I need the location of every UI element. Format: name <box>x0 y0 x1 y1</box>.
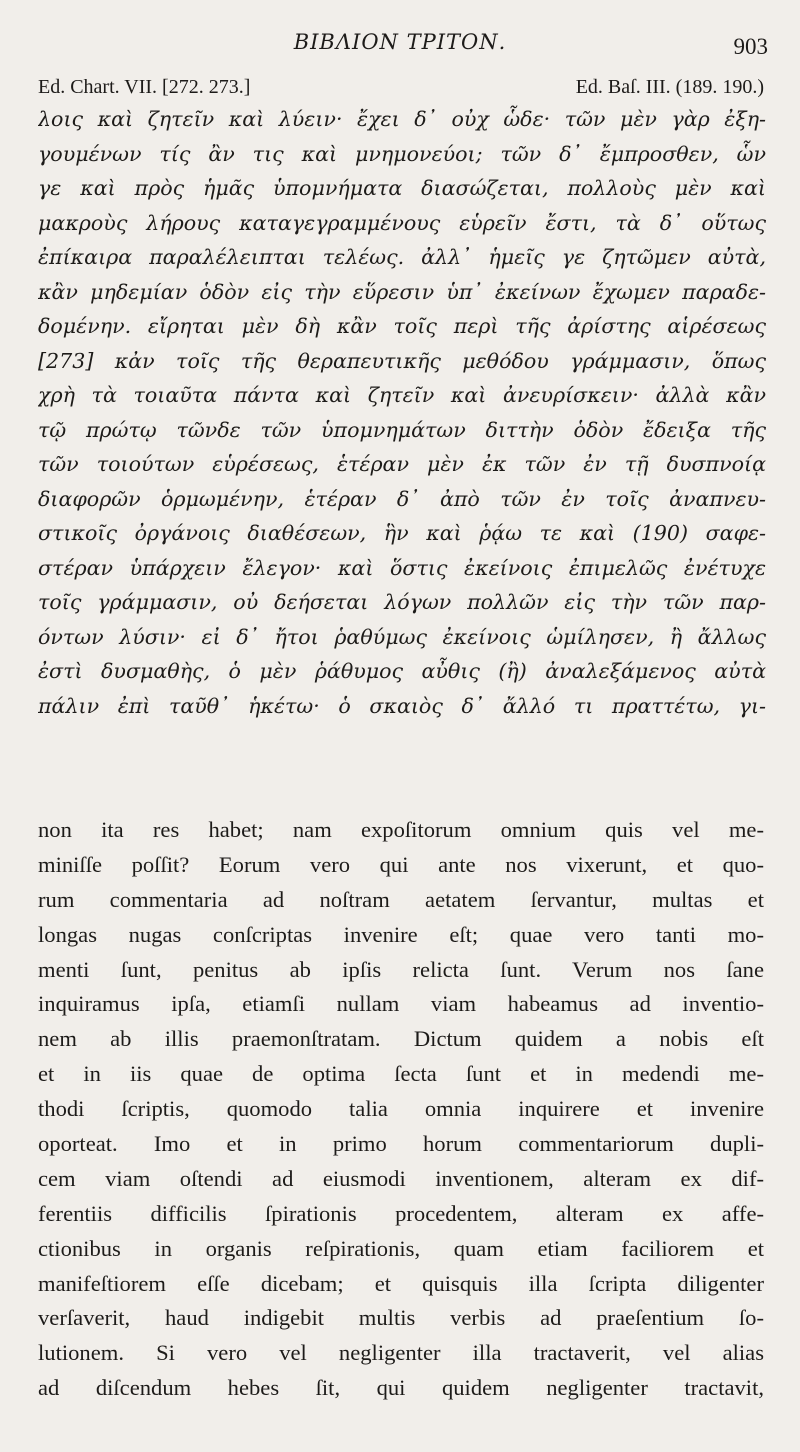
greek-text-line: λοις καὶ ζητεῖν καὶ λύειν· ἔχει δ᾽ οὐχ ὧδε· τῶν μὲν γὰρ ἐξη- <box>38 107 766 131</box>
greek-text-line: τῷ πρώτῳ τῶνδε τῶν ὑπομνημάτων διττὴν ὁδὸν ἔδειξα τῆς <box>38 417 766 442</box>
latin-text-line: inquiramus ipſa, etiamſi nullam viam habeamus ad inventio- <box>38 991 764 1017</box>
greek-text-line: διαφορῶν ὁρμωμένην, ἑτέραν δ᾽ ἀπὸ τῶν ἐν τοῖς ἀναπνευ- <box>38 486 766 511</box>
latin-text-line: thodi ſcriptis, quomodo talia omnia inquirere et invenire <box>38 1096 764 1122</box>
greek-text-line: γε καὶ πρὸς ἡμᾶς ὑπομνήματα διασώζεται, πολλοὺς μὲν καὶ <box>38 176 766 200</box>
greek-text-line: τῶν τοιούτων εὑρέσεως, ἑτέραν μὲν ἐκ τῶν ἐν τῇ δυσπνοίᾳ <box>38 452 766 476</box>
latin-text-line: menti ſunt, penitus ab ipſis relicta ſunt. Verum nos ſane <box>38 956 764 982</box>
greek-text-line: μακροὺς λήρους καταγεγραμμένους εὑρεῖν ἔστι, τὰ δ᾽ οὕτως <box>38 210 766 235</box>
greek-text-line: ἐπίκαιρα παραλέλειπται τελέως. ἀλλ᾽ ἡμεῖς γε ζητῶμεν αὐτὰ, <box>38 245 766 269</box>
latin-text-line: nem ab illis praemonſtratam. Dictum quidem a nobis eſt <box>38 1026 764 1052</box>
latin-text-line: manifeſtiorem eſſe dicebam; et quisquis illa ſcripta diligenter <box>38 1270 764 1296</box>
latin-text-line: longas nugas conſcriptas invenire eſt; quae vero tanti mo- <box>38 921 764 947</box>
greek-text-line: όντων λύσιν· εἰ δ᾽ ἤτοι ῥαθύμως ἐκείνοις ὡμίλησεν, ἢ ἄλλως <box>38 624 766 649</box>
greek-text-line: κἂν μηδεμίαν ὁδὸν εἰς τὴν εὕρεσιν ὑπ᾽ ἐκείνων ἔχωμεν παραδε- <box>38 279 766 304</box>
greek-text-line: γουμένων τίς ἂν τις καὶ μνημονεύοι; τῶν δ᾽ ἔμπροσθεν, ὧν <box>38 141 766 166</box>
greek-text-line: δομένην. εἴρηται μὲν δὴ κἂν τοῖς περὶ τῆς ἀρίστης αἱρέσεως <box>38 314 766 338</box>
greek-text-line: χρὴ τὰ τοιαῦτα πάντα καὶ ζητεῖν καὶ ἀνευρίσκειν· ἀλλὰ κἂν <box>38 383 766 407</box>
greek-text-line: στικοῖς ὀργάνοις διαθέσεων, ἣν καὶ ῥᾴω τε καὶ (190) σαφε- <box>38 521 766 545</box>
latin-text-line: ferentiis difficilis ſpirationis procedentem, alteram ex affe- <box>38 1200 764 1226</box>
latin-text-line: ad diſcendum hebes ſit, qui quidem negligenter tractavit, <box>38 1375 764 1401</box>
greek-text-line: στέραν ὑπάρχειν ἔλεγον· καὶ ὅστις ἐκείνοις ἐπιμελῶς ἐνέτυχε <box>38 555 766 580</box>
latin-text-line: et in iis quae de optima ſecta ſunt et in medendi me- <box>38 1061 764 1087</box>
latin-text-line: lutionem. Si vero vel negligenter illa tractaverit, vel alias <box>38 1340 764 1366</box>
edition-reference-line <box>38 76 764 102</box>
greek-text-line: πάλιν ἐπὶ ταῦθ᾽ ἡκέτω· ὁ σκαιὸς δ᾽ ἄλλό τι πραττέτω, γι- <box>38 693 766 718</box>
latin-text-line: oporteat. Imo et in primo horum commentariorum dupli- <box>38 1131 764 1157</box>
greek-text-line: [273] κἀν τοῖς τῆς θεραπευτικῆς μεθόδου γράμμασιν, ὅπως <box>38 348 766 373</box>
latin-text-line: ctionibus in organis reſpirationis, quam etiam faciliorem et <box>38 1235 764 1261</box>
greek-text-block <box>38 102 766 723</box>
latin-translation-block <box>38 813 764 1406</box>
latin-text-line: cem viam oſtendi ad eiusmodi inventionem, alteram ex dif- <box>38 1165 764 1191</box>
latin-text-line: non ita res habet; nam expoſitorum omnium quis vel me- <box>38 817 764 842</box>
edition-basel-reference: Ed. Baſ. III. (189. 190.) <box>575 76 764 98</box>
greek-text-line: ἐστὶ δυσμαθὴς, ὁ μὲν ῥάθυμος αὖθις (ἢ) ἀναλεξάμενος αὐτὰ <box>38 659 766 683</box>
latin-text-line: rum commentaria ad noſtram aetatem ſervantur, multas et <box>38 886 764 912</box>
latin-text-line: miniſſe poſſit? Eorum vero qui ante nos vixerunt, et quo- <box>38 851 764 877</box>
edition-chartier-reference: Ed. Chart. VII. [272. 273.] <box>38 76 251 98</box>
page-number: 903 <box>733 34 768 59</box>
latin-text-line: verſaverit, haud indigebit multis verbis ad praeſentium ſo- <box>38 1305 764 1331</box>
greek-text-line: τοῖς γράμμασιν, οὐ δεήσεται λόγων πολλῶν εἰς τὴν τῶν παρ- <box>38 590 766 614</box>
running-title: ΒΙΒΛΙΟΝ ΤΡΙΤΟΝ. <box>293 30 507 54</box>
